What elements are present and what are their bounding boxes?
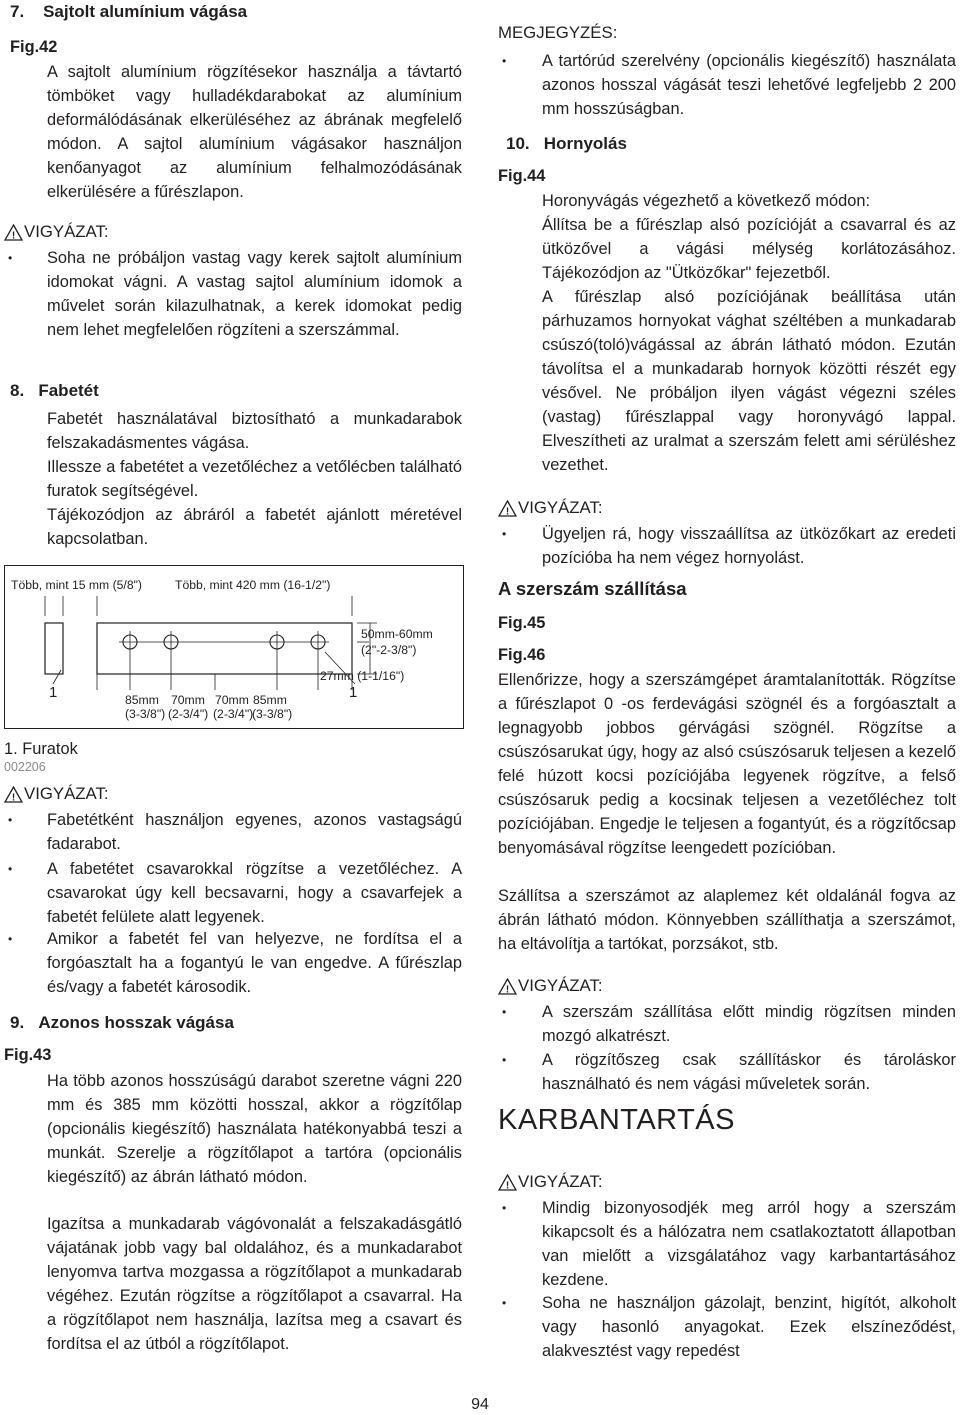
page-number: 94: [471, 1396, 489, 1413]
maintenance-title: KARBANTARTÁS: [498, 1104, 735, 1136]
dim-85-left-inch: (3-3/8"): [125, 707, 166, 721]
section-7-text: A sajtolt alumínium rögzítésekor használja a távtartó tömböket vagy hulladékdarabokat az alumínium deformálódásának elkerüléséhez az ábrának megfelelő módon. A sajtol alumínium vágásakor használjon kenőanyagot az alumínium felhalmozódásának elkerülésére a fűrészlapon.: [47, 63, 462, 201]
bullet-dot: •: [8, 813, 13, 827]
warning-4-label: VIGYÁZAT:: [518, 976, 603, 995]
bullet-dot: •: [8, 862, 13, 876]
section-10-p1: Horonyvágás végezhető a következő módon:: [542, 192, 871, 210]
svg-text:!: !: [505, 1180, 510, 1191]
diagram-label-height-inch: (2"-2-3/8"): [361, 643, 417, 657]
section-8-p2: Illessze a fabetétet a vezetőléchez a vetőlécben található furatok segítségével.: [47, 458, 462, 500]
warning-5-label: VIGYÁZAT:: [518, 1172, 603, 1191]
section-9-p1: Ha több azonos hosszúságú darabot szeretne vágni 220 mm és 385 mm közötti hosszal, akkor a rögzítőlap (opcionális kiegészítő) használata hatékonyabbá teszi a munkát. Szerelje a rögzítőlapot a tartóra (opcionális kiegészítő) az ábrán látható módon.: [47, 1072, 462, 1186]
fig-46-label: Fig.46: [498, 646, 546, 664]
dim-70-right-inch: (2-3/4"): [213, 707, 254, 721]
transport-paragraph: Ellenőrizze, hogy a szerszámgépet áramtalanították. Rögzítse a fűrészlapot 0 -os ferdevágási szögnél és a forgóasztalt a legnagyobb jobbos gérvágási szögnél. Rögzítse a csúszósarukat úgy, hogy az alsó csúszósaruk teljesen a kezelő felé húzott kocsi pozíciójába legyenek rögzítve, a felső csúszósaruk pedig a kocsinak teljesen a vezetőléchez tolt pozíciójában. Engedje le teljesen a fogantyút, és a rögzítőcsap benyomásával rögzítse leengedett pozícióban.: [498, 671, 956, 857]
diagram-callout-1-right: 1: [349, 684, 358, 701]
wood-facing-board: [97, 623, 352, 674]
section-10-p2: Állítsa be a fűrészlap alsó pozícióját a csavarral és az ütközővel a vágási mélység korlátozásához. Tájékozódjon az "Ütközőkar" fejezetből.: [542, 216, 956, 282]
section-9-title: 9. Azonos hosszak vágása: [10, 1013, 234, 1032]
bullet-dot: •: [502, 1005, 507, 1019]
bullet-dot: •: [8, 251, 13, 265]
figure-code: 002206: [4, 760, 46, 774]
warning-triangle-icon: [4, 786, 23, 803]
fig-42-label: Fig.42: [10, 38, 58, 56]
bullet-dot: •: [502, 1201, 507, 1215]
note-label: MEGJEGYZÉS:: [498, 23, 618, 42]
dim-85-right: 85mm: [253, 693, 287, 707]
section-8-p1: Fabetét használatával biztosítható a munkadarabok felszakadásmentes vágása.: [47, 410, 462, 452]
warning-1-bullet-1: Soha ne próbáljon vastag vagy kerek sajtolt alumínium idomokat vágni. A vastag sajtol alumínium idomok a művelet során kilazulhatnak, a kerek idomokat pedig nem lehet megfelelően rögzíteni a szerszámmal.: [47, 249, 462, 339]
diagram-label-length: Több, mint 420 mm (16-1/2"): [175, 578, 331, 592]
fig-44-label: Fig.44: [498, 167, 546, 185]
section-10-title: 10. Hornyolás: [506, 134, 627, 153]
svg-text:!: !: [505, 506, 510, 517]
dim-70-left-inch: (2-3/4"): [168, 707, 209, 721]
warning-1-label: VIGYÁZAT:: [24, 222, 109, 241]
warning-4-bullet-2: A rögzítőszeg csak szállításkor és tároláskor használható és nem vágási műveletek során.: [542, 1051, 956, 1093]
bullet-dot: •: [502, 54, 507, 68]
section-10-p3: A fűrészlap alsó pozíciójának beállítása után párhuzamos hornyokat vághat széltében a munkadarab csúszó(toló)vágással az ábrán látható módon. Ezután távolítsa el a munkadarab hornyok közötti részét egy vésővel. Ne próbáljon ilyen vágást végezni széles (vastag) fűrészlappal vagy horonyvágó lappal. Elveszítheti az uralmat a szerszám felett ami sérüléshez vezethet.: [542, 288, 956, 474]
dim-70-left: 70mm: [171, 693, 205, 707]
section-8-p3: Tájékozódjon az ábráról a fabetét ajánlott méretével kapcsolatban.: [47, 506, 462, 548]
section-9-p2: Igazítsa a munkadarab vágóvonalát a felszakadásgátló vájatának jobb vagy bal oldalához, és a munkadarabot lenyomva tartva mozgassa a rögzítőlapot a munkadarab végéhez. Ezután rögzítse a rögzítőlapot a csavarral. Ha a rögzítőlapot nem használja, lazítsa meg a csavart és fordítsa el az útból a rögzítőlapot.: [47, 1215, 462, 1353]
warning-2: [4, 782, 109, 806]
diagram-label-hole-height: 27mm (1-1/16"): [320, 669, 405, 683]
warning-1: [4, 220, 109, 244]
warning-triangle-icon: [498, 978, 517, 995]
transport-title: A szerszám szállítása: [498, 578, 687, 599]
diagram-callout-1-left: 1: [49, 684, 58, 701]
dim-85-right-inch: (3-3/8"): [252, 707, 293, 721]
bullet-dot: •: [502, 1296, 507, 1310]
warning-5-bullet-2: Soha ne használjon gázolajt, benzint, higítót, alkoholt vagy hasonló anyagokat. Ezek elszíneződést, alakvesztést vagy repedést: [542, 1294, 956, 1360]
warning-3-bullet-1: Ügyeljen rá, hogy visszaállítsa az ütközőkart az eredeti pozícióba ha nem végez hornyolást.: [542, 525, 956, 567]
warning-triangle-icon: [498, 500, 517, 517]
diagram-label-thickness: Több, mint 15 mm (5/8"): [11, 578, 142, 592]
section-8-title: 8. Fabetét: [10, 381, 99, 400]
warning-2-bullet-3: Amikor a fabetét fel van helyezve, ne fordítsa el a forgóasztalt ha a fogantyú le van engedve. A fűrészlap és/vagy a fabetét károsodik.: [47, 930, 462, 996]
section-7-title: 7. Sajtolt alumínium vágása: [10, 2, 248, 21]
warning-5-bullet-1: Mindig bizonyosodjék meg arról hogy a szerszám kikapcsolt és a hálózatra nem csatlakoztatott állapotban van mielőtt a vizsgálatához vagy karbantartásához kezdene.: [542, 1199, 956, 1289]
warning-2-bullet-2: A fabetétet csavarokkal rögzítse a vezetőléchez. A csavarokat úgy kell becsavarni, hogy a csavarfejek a fabetét felülete alatt legyenek.: [47, 860, 462, 926]
diagram-label-height: 50mm-60mm: [361, 627, 433, 641]
bullet-dot: •: [502, 527, 507, 541]
note-bullet-1: A tartórúd szerelvény (opcionális kiegészítő) használata azonos hosszal vágását teszi lehetővé legfeljebb 2 200 mm hosszúságban.: [542, 52, 956, 118]
warning-4: [498, 974, 603, 998]
dim-70-right: 70mm: [215, 693, 249, 707]
warning-2-label: VIGYÁZAT:: [24, 784, 109, 803]
diagram-caption: 1. Furatok: [4, 740, 78, 758]
svg-text:!: !: [11, 230, 16, 241]
bullet-dot: •: [8, 932, 13, 946]
warning-triangle-icon: [4, 224, 23, 241]
warning-3: [498, 496, 603, 520]
dim-85-left: 85mm: [125, 693, 159, 707]
warning-5: [498, 1170, 603, 1194]
svg-text:!: !: [505, 984, 510, 995]
bullet-dot: •: [502, 1053, 507, 1067]
warning-3-label: VIGYÁZAT:: [518, 498, 603, 517]
warning-triangle-icon: [498, 1174, 517, 1191]
warning-2-bullet-1: Fabetétként használjon egyenes, azonos vastagságú fadarabot.: [47, 811, 462, 853]
thin-block-side: [45, 623, 63, 674]
warning-4-bullet-1: A szerszám szállítása előtt mindig rögzítsen minden mozgó alkatrészt.: [542, 1003, 956, 1045]
fig-43-label: Fig.43: [4, 1046, 52, 1064]
fabetet-diagram: [4, 565, 464, 729]
transport-paragraph-2: Szállítsa a szerszámot az alaplemez két oldalánál fogva az ábrán látható módon. Könnyebben szállíthatja a szerszámot, ha eltávolítja a tartókat, porzsákot, stb.: [498, 887, 956, 953]
svg-text:!: !: [11, 792, 16, 803]
fig-45-label: Fig.45: [498, 614, 546, 632]
